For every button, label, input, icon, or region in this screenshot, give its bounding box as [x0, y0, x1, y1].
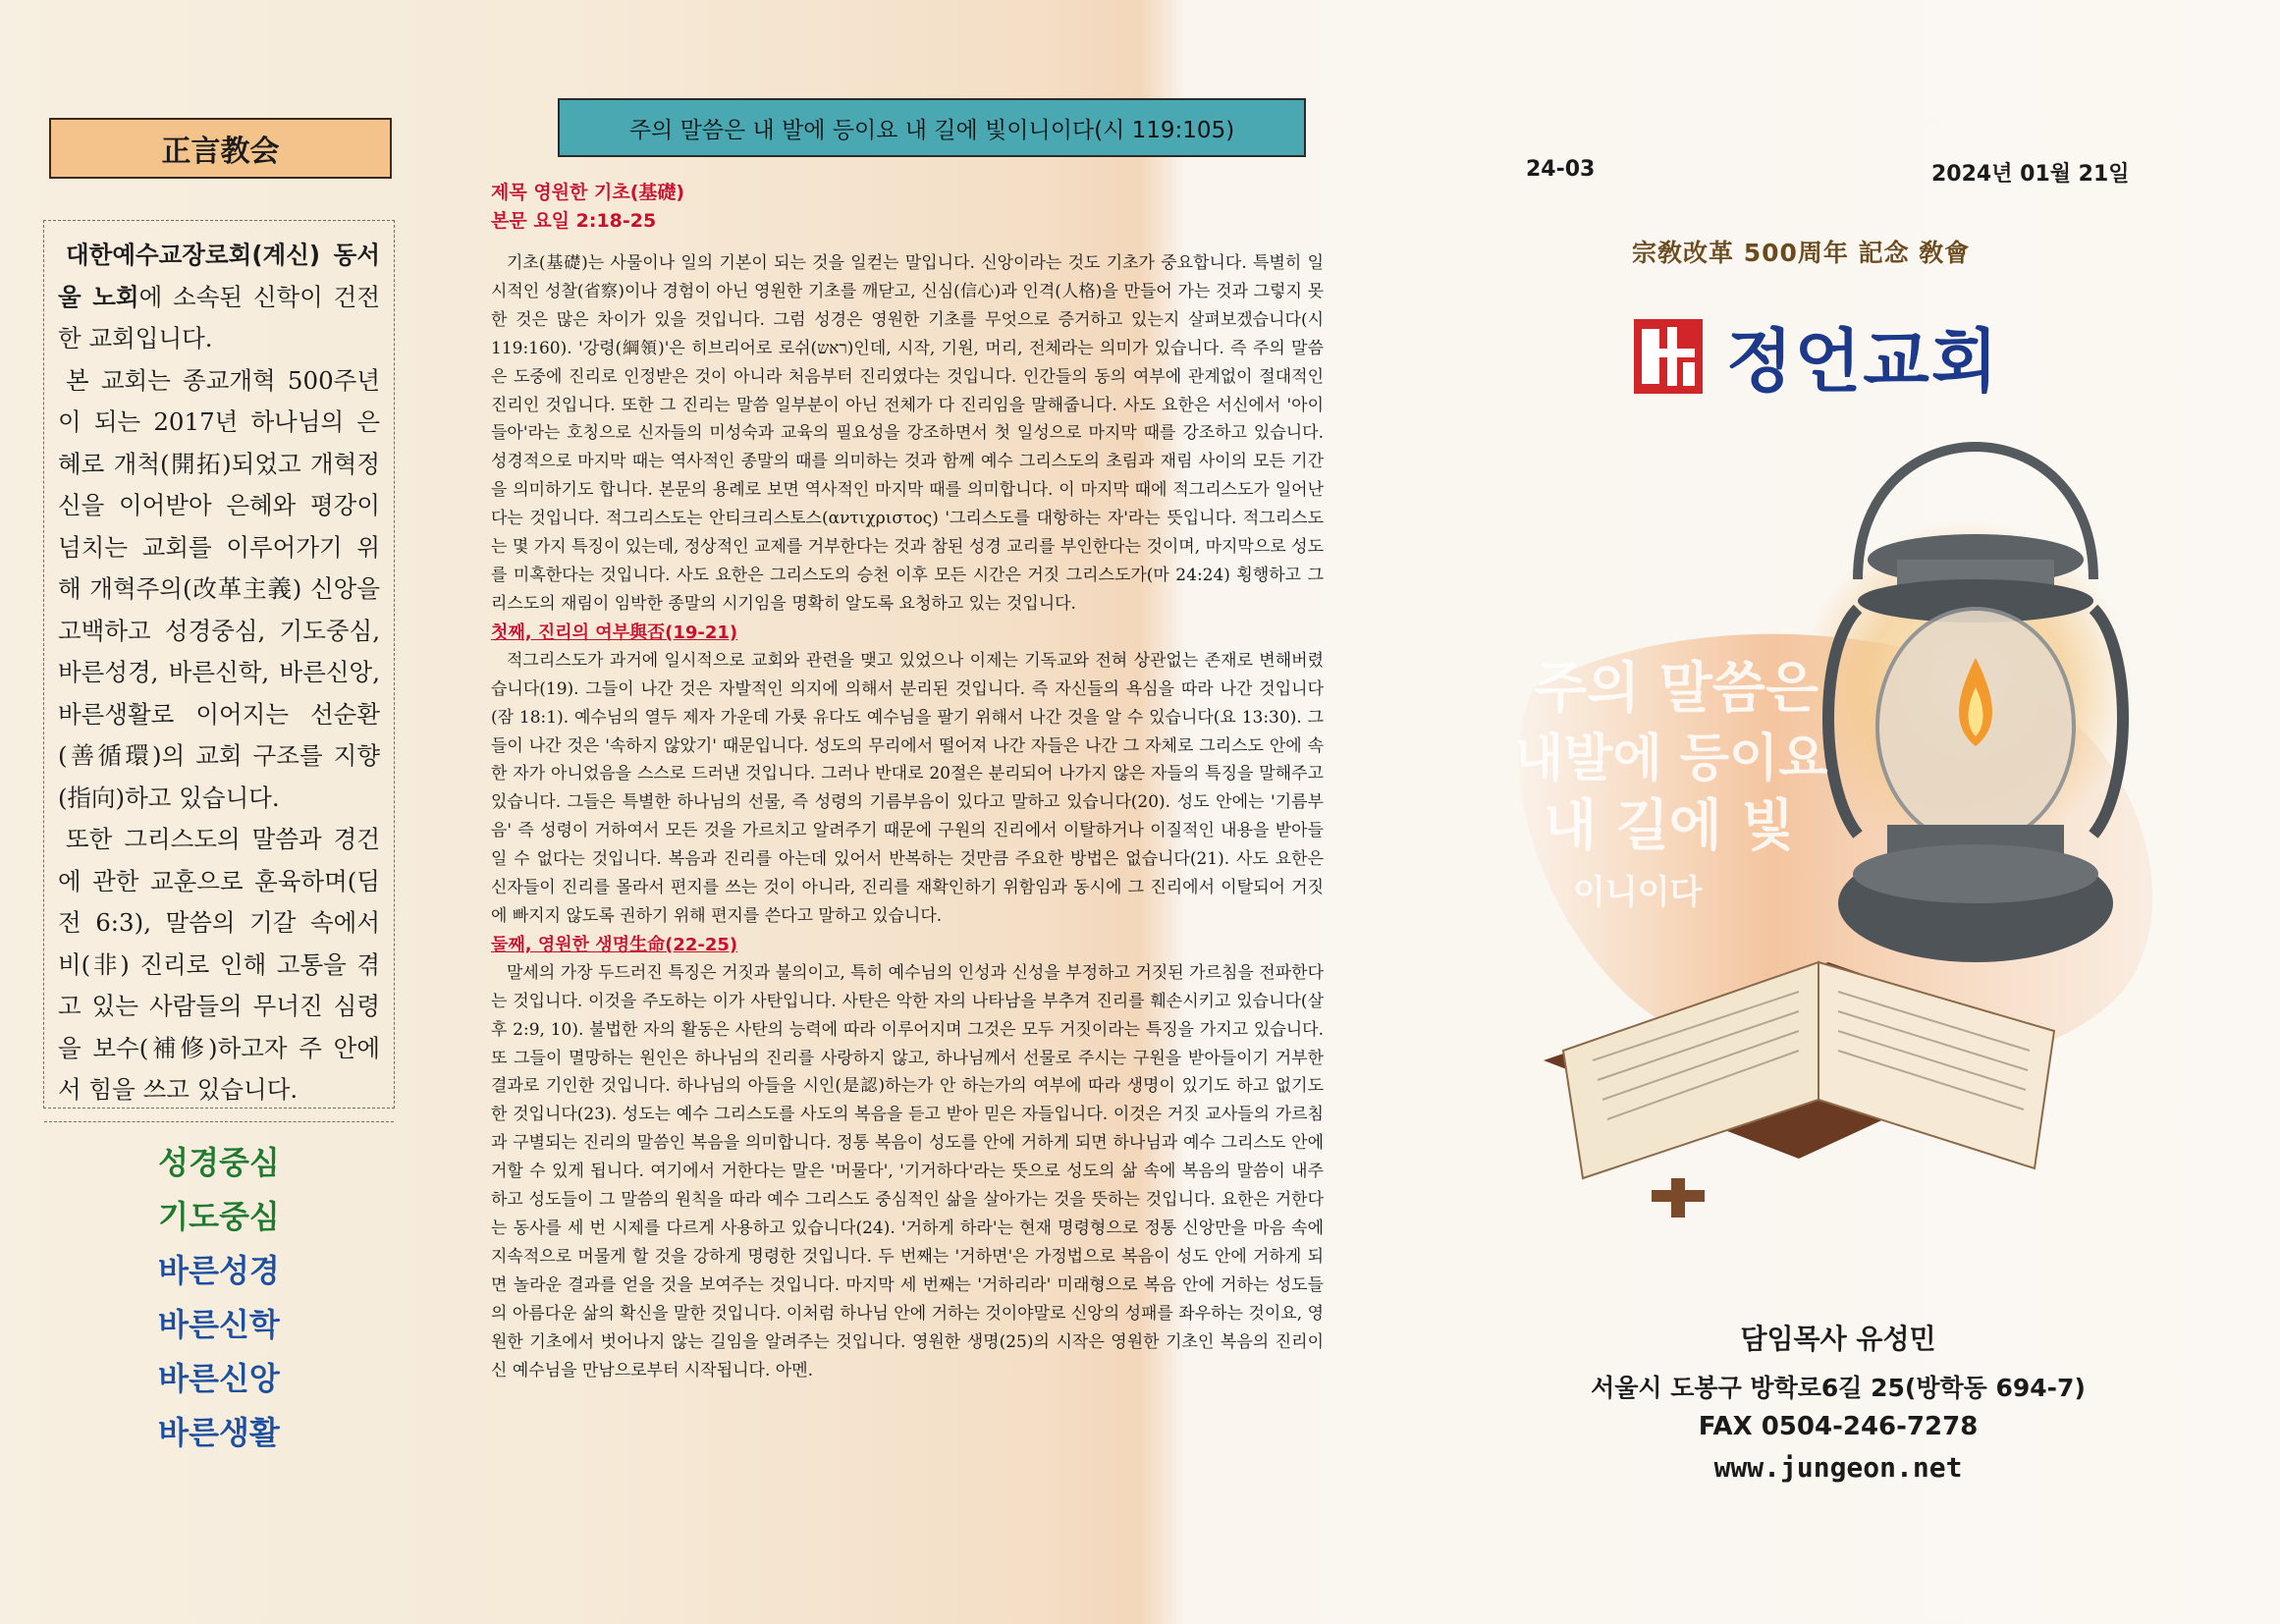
section-paragraph-1: 적그리스도가 과거에 일시적으로 교회와 관련을 맺고 있었으나 이제는 기독교와 전혀 상관없는 존재로 변해버렸습니다(19). 그들이 나간 것은 자발적인 의지에 의해서 분리된 것입니다. 즉 자신들의 욕심을 따라 나간 것입니다(잠 18:1). 예수님의 열두 제자 가운데 가룟 유다도 예수님을 팔기 위해서 나간 것을 알 수 있습니다(요 13:30). 그들이 나간 것은 '속하지 않았기' 때문입니다. 성도의 무리에서 떨어져 나간 자들은 나간 그 자체로 그리스도 안에 속한 자가 아니었음을 스스로 드러낸 것입니다. 그러나 반대로 20절은 분리되어 나가지 않은 자들의 특징을 말해주고 있습니다. 그들은 특별한 하나님의 선물, 즉 성령의 기름부음이 있다고 말하고 있습니다(20). 성도 안에는 '기름부음' 즉 성령이 거하여서 모든 것을 가르치고 알려주기 때문에 구원의 진리에서 이탈하거나 이질적인 내용을 받아들일 수 없다는 것입니다. 복음과 진리를 아는데 있어서 반복하는 것만큼 주요한 방법은 없습니다(21). 사도 요한은 신자들이 진리를 몰라서 편지를 쓰는 것이 아니라, 진리를 재확인하기 위함임과 동시에 그 진리에서 이탈되어 거짓에 빠지지 않도록 권하기 위해 편지를 쓴다고 말하고 있습니다.	[491, 650, 1324, 926]
verse-banner	[558, 98, 1306, 157]
section-heading-2: 둘째, 영원한 생명生命(22-25)	[491, 934, 738, 955]
sermon-meta	[491, 179, 1324, 236]
left-panel	[43, 118, 395, 1451]
church-logo-text: 정언교회	[1726, 321, 2000, 402]
verse-banner-text: 주의 말씀은 내 발에 등이요 내 길에 빛이니이다(시 119:105)	[628, 117, 1235, 143]
motto-item: 바른신학	[158, 1305, 280, 1343]
calligraphy-line-2: 내발에 등이요	[1514, 730, 1828, 788]
motto-list	[44, 1121, 394, 1460]
section-heading-1: 첫째, 진리의 여부與否(19-21)	[491, 622, 738, 643]
calligraphy-line-4: 이니이다	[1573, 873, 1703, 912]
issue-number: 24-03	[1526, 157, 1596, 182]
lantern-bible-illustration	[1504, 412, 2280, 1218]
intro-text-1: 에 소속된 신학이 건전한 교회입니다.	[58, 282, 380, 352]
calligraphy-line-3: 내 길에 빛	[1544, 794, 1795, 858]
church-logo-mark-icon	[1634, 319, 1703, 394]
website-link[interactable]: www.jungeon.net	[1713, 1451, 1963, 1484]
cover-panel	[1396, 0, 2280, 1624]
church-address: 서울시 도봉구 방학로6길 25(방학동 694-7)	[1591, 1374, 2086, 1402]
sermon-intro-paragraph: 기초(基礎)는 사물이나 일의 기본이 되는 것을 일컫는 말입니다. 신앙이라는 것도 기초가 중요합니다. 특별히 일시적인 성찰(省察)이나 경험이 아닌 영원한 기초를 깨닫고, 신심(信心)과 인격(人格)을 만들어 가는 것과 그렇지 못한 것은 많은 차이가 있을 것입니다. 그럼 성경은 영원한 기초를 무엇으로 증거하고 있는지 살펴보겠습니다(시 119:160). '강령(綱領)'은 히브리어로 로쉬(ראש)인데, 시작, 기원, 머리, 전체라는 의미가 있습니다. 즉 주의 말씀은 도중에 진리로 인정받은 것이 아니라 처음부터 진리였다는 것입니다. 인간들의 동의 여부에 관계없이 절대적인 진리인 것입니다. 또한 그 진리는 말씀 일부분이 아닌 전체가 다 진리임을 말해줍니다. 사도 요한은 서신에서 '아이들아'라는 호칭으로 신자들의 미성숙과 교육의 필요성을 강조하면서 첫 일성으로 마지막 때를 강조하고 있습니다. 성경적으로 마지막 때는 역사적인 종말의 때를 의미하는 것과 함께 예수 그리스도의 초림과 재림 사이의 모든 기간을 의미하기도 합니다. 본문의 용례로 보면 역사적인 마지막 때를 의미합니다. 이 마지막 때에 적그리스도가 일어난다는 것입니다. 적그리스도는 안티크리스토스(αντιχριστος) '그리스도를 대항하는 자'라는 뜻입니다. 적그리스도는 몇 가지 특징이 있는데, 정상적인 교제를 거부한다는 것과 참된 성경 교리를 부인한다는 것이며, 마지막으로 성도를 미혹한다는 것입니다. 사도 요한은 그리스도의 승천 이후 모든 시간은 거짓 그리스도가(마 24:24) 횡행하고 그리스도의 재림이 임박한 종말의 시기임을 명확히 알도록 요청하고 있는 것입니다.	[491, 253, 1324, 614]
motto-item: 바른신앙	[158, 1359, 280, 1397]
sermon-body	[491, 236, 1324, 1384]
motto-item: 성경중심	[158, 1143, 280, 1181]
church-name: 正言教会	[161, 135, 280, 169]
intro-paragraph-3: 또한 그리스도의 말씀과 경건에 관한 교훈으로 훈육하며(딤전 6:3), 말씀의 기갈 속에서 비(非) 진리로 인해 고통을 겪고 있는 사람들의 무너진 심령을 보수(補修)하고자 주 안에서 힘을 쓰고 있습니다.	[58, 825, 380, 1104]
intro-paragraph-1	[58, 235, 380, 360]
motto-item: 바른성경	[158, 1251, 280, 1289]
church-intro	[43, 220, 395, 1451]
motto-item: 기도중심	[158, 1197, 280, 1235]
church-name-box	[49, 118, 392, 179]
calligraphy-line-1: 주의 말씀은	[1534, 657, 1819, 721]
pastor-name: 담임목사 유성민	[1740, 1323, 1936, 1355]
denomination-name: 대한예수교장로회(계신) 동서울 노회	[58, 241, 380, 311]
anniversary-line: 宗敎改革 500周年 記念 敎會	[1632, 239, 1971, 267]
issue-date: 2024년 01월 21일	[1931, 162, 2130, 187]
fax-number: FAX 0504-246-7278	[1698, 1412, 1979, 1441]
sermon-passage: 본문 요일 2:18-25	[491, 210, 657, 232]
section-paragraph-2: 말세의 가장 두드러진 특징은 거짓과 불의이고, 특히 예수님의 인성과 신성을 부정하고 거짓된 가르침을 전파한다는 것입니다. 이것을 주도하는 이가 사탄입니다. 사탄은 악한 자의 나타남을 부추겨 진리를 훼손시키고 있습니다(살후 2:9, 10). 불법한 자의 활동은 사탄의 능력에 따라 이루어지며 그것은 모두 거짓이라는 특징을 가지고 있습니다. 또 그들이 멸망하는 원인은 하나님의 진리를 사랑하지 않고, 하나님께서 선물로 주시는 구원을 받아들이기 거부한 결과로 기인한 것입니다. 하나님의 아들을 시인(是認)하는가 안 하는가의 여부에 따라 생명이 있기도 하고 없기도 한 것입니다(23). 성도는 예수 그리스도를 사도의 복음을 듣고 받아 믿은 자들입니다. 이것은 거짓 교사들의 가르침과 구별되는 진리의 말씀인 복음을 의미합니다. 정통 복음이 성도를 안에 거하게 되면 하나님과 예수 그리스도 안에 거할 수 있게 됩니다. 여기에서 거한다는 말은 '머물다', '기거하다'라는 뜻으로 성도의 삶 속에 복음의 말씀이 내주하고 성도들이 그 말씀의 원칙을 따라 예수 그리스도 중심적인 삶을 살아가는 것을 뜻하는 것입니다. 요한은 거한다는 동사를 세 번 시제를 다르게 사용하고 있습니다(24). '거하게 하라'는 현재 명령형으로 정통 신앙만을 마음 속에 지속적으로 머물게 할 것을 강하게 명령한 것입니다. 두 번째는 '거하면'은 가정법으로 복음이 성도 안에 거하게 되면 놀라운 결과를 얻을 것을 보여주는 것입니다. 마지막 세 번째는 '거하리라' 미래형으로 복음 안에 거하는 성도들의 아름다운 삶의 확신을 말한 것입니다. 이처럼 하나님 안에 거하는 것이야말로 신앙의 성패를 좌우하는 것이요, 영원한 기초에서 벗어나지 않는 길임을 알려주는 것입니다. 영원한 생명(25)의 시작은 영원한 기초인 복음의 진리이신 예수님을 만남으로부터 시작됩니다. 아멘.	[491, 962, 1324, 1380]
intro-paragraph-2: 본 교회는 종교개혁 500주년이 되는 2017년 하나님의 은혜로 개척(開拓)되었고 개혁정신을 이어받아 은혜와 평강이 넘치는 교회를 이루어가기 위해 개혁주의(改革主義) 신앙을 고백하고 성경중심, 기도중심, 바른성경, 바른신학, 바른신앙, 바른생활로 이어지는 선순환(善循環)의 교회 구조를 지향(指向)하고 있습니다.	[58, 365, 380, 812]
sermon-panel	[491, 98, 1324, 1384]
motto-item: 바른생활	[158, 1413, 280, 1451]
church-logo	[1634, 306, 1999, 406]
sermon-title: 제목 영원한 기초(基礎)	[491, 182, 685, 203]
